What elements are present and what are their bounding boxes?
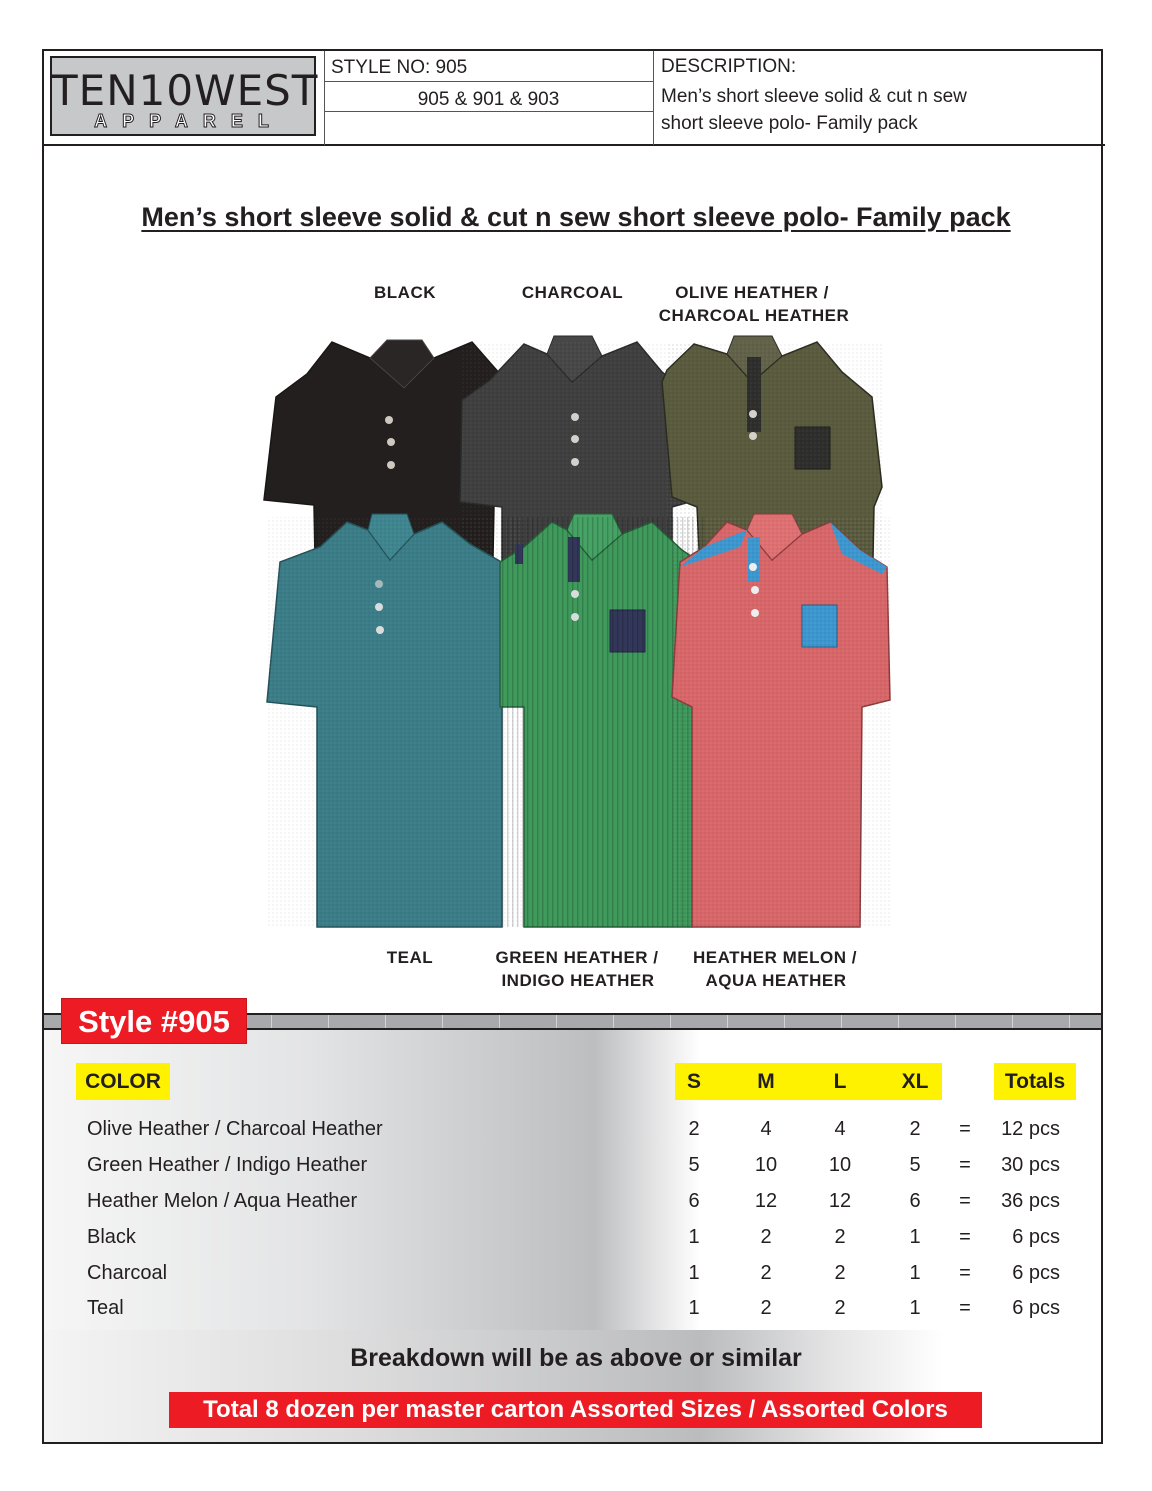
qty-xl: 5: [909, 1154, 921, 1176]
qty-s: 1: [688, 1297, 700, 1319]
description-line-1: Men’s short sleeve solid & cut n sew: [661, 86, 967, 107]
qty-xl: 1: [909, 1262, 921, 1284]
equals-sign: =: [959, 1118, 971, 1140]
page-frame: [42, 49, 1103, 1444]
equals-sign: =: [959, 1190, 971, 1212]
qty-m: 2: [760, 1226, 772, 1248]
equals-sign: =: [959, 1297, 971, 1319]
row-color-name: Charcoal: [87, 1262, 168, 1284]
qty-s: 2: [688, 1118, 700, 1140]
qty-l: 2: [834, 1297, 846, 1319]
header-size-m: M: [757, 1070, 775, 1093]
row-color-name: Green Heather / Indigo Heather: [87, 1154, 368, 1176]
breakdown-note: Breakdown will be as above or similar: [350, 1344, 802, 1372]
row-color-name: Olive Heather / Charcoal Heather: [87, 1118, 383, 1140]
color-label-melon-line2: AQUA HEATHER: [705, 971, 847, 990]
description-label: DESCRIPTION:: [661, 56, 797, 77]
qty-m: 12: [754, 1190, 778, 1212]
description-line-2: short sleeve polo- Family pack: [661, 113, 918, 134]
row-total: 12 pcs: [1001, 1118, 1060, 1140]
qty-s: 1: [688, 1262, 700, 1284]
qty-l: 2: [834, 1262, 846, 1284]
equals-sign: =: [959, 1262, 971, 1284]
color-label-melon-line1: HEATHER MELON /: [693, 948, 857, 967]
row-total: 6 pcs: [1012, 1262, 1060, 1284]
carton-note-banner: Total 8 dozen per master carton Assorted Sizes / Assorted Colors: [169, 1392, 982, 1428]
qty-xl: 1: [909, 1226, 921, 1248]
page-title-text: Men’s short sleeve solid & cut n sew short sleeve polo- Family pack: [141, 202, 1011, 232]
color-label-black: BLACK: [374, 283, 436, 302]
row-total: 6 pcs: [1012, 1226, 1060, 1248]
qty-m: 2: [760, 1262, 772, 1284]
qty-s: 6: [688, 1190, 700, 1212]
equals-sign: =: [959, 1226, 971, 1248]
color-label-green-line2: INDIGO HEATHER: [501, 971, 655, 990]
color-label-charcoal: CHARCOAL: [521, 283, 624, 302]
row-total: 6 pcs: [1012, 1297, 1060, 1319]
color-label-olive-line1: OLIVE HEATHER /: [675, 283, 829, 302]
header-size-s: S: [686, 1070, 701, 1093]
style-badge: Style #905: [61, 998, 247, 1044]
equals-sign: =: [959, 1154, 971, 1176]
qty-m: 2: [760, 1297, 772, 1319]
style-no-label: STYLE NO: 905: [331, 57, 468, 78]
header-size-l: L: [833, 1070, 847, 1093]
qty-xl: 6: [909, 1190, 921, 1212]
header-totals: Totals: [994, 1063, 1076, 1100]
qty-m: 4: [760, 1118, 772, 1140]
qty-l: 12: [828, 1190, 852, 1212]
header-size-xl: XL: [901, 1070, 929, 1093]
qty-l: 10: [828, 1154, 852, 1176]
row-total: 36 pcs: [1001, 1190, 1060, 1212]
qty-l: 2: [834, 1226, 846, 1248]
qty-s: 5: [688, 1154, 700, 1176]
qty-m: 10: [754, 1154, 778, 1176]
qty-xl: 1: [909, 1297, 921, 1319]
qty-l: 4: [834, 1118, 846, 1140]
row-color-name: Black: [87, 1226, 136, 1248]
color-label-green-line1: GREEN HEATHER /: [495, 948, 659, 967]
row-color-name: Heather Melon / Aqua Heather: [87, 1190, 358, 1212]
color-label-olive-line2: CHARCOAL HEATHER: [658, 306, 850, 325]
row-total: 30 pcs: [1001, 1154, 1060, 1176]
logo-wordmark: TEN10WEST: [52, 66, 319, 115]
qty-xl: 2: [909, 1118, 921, 1140]
row-color-name: Teal: [87, 1297, 124, 1319]
header-color: COLOR: [76, 1063, 170, 1100]
qty-s: 1: [688, 1226, 700, 1248]
color-label-teal: TEAL: [386, 948, 434, 967]
logo-subtitle: APPAREL: [94, 111, 284, 131]
style-numbers: 905 & 901 & 903: [417, 89, 560, 110]
